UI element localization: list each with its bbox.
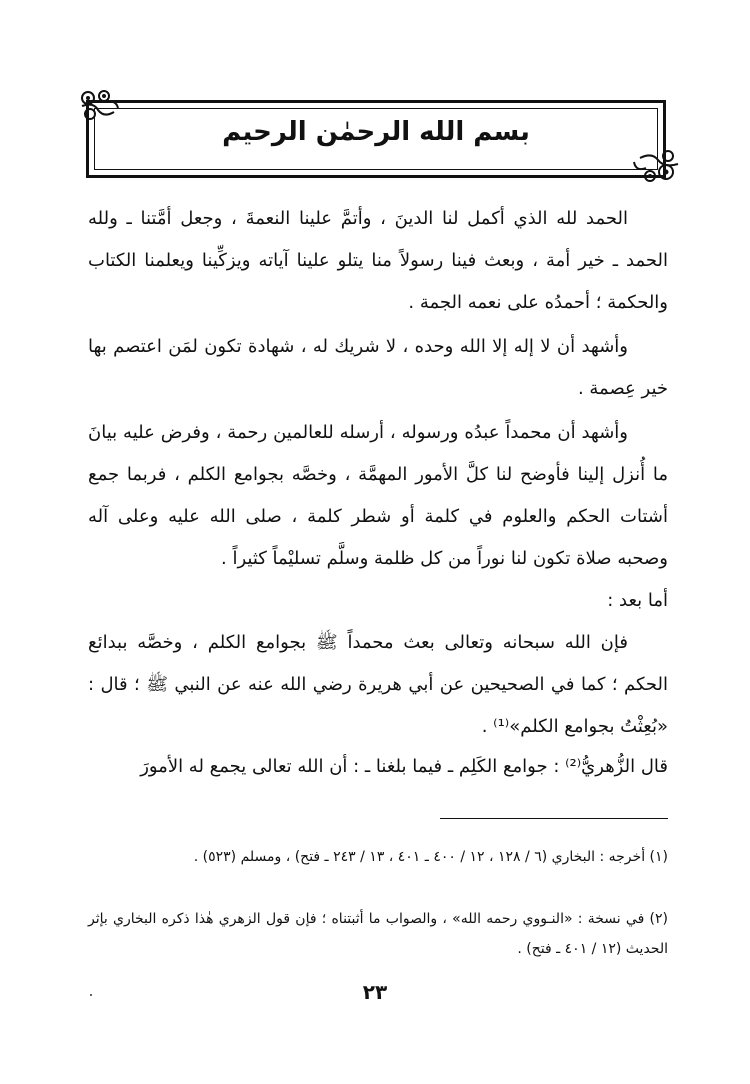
paragraph-testimony-god: وأشهد أن لا إله إلا الله وحده ، لا شريك له ، شهادة تكون لمَن اعتصم بها خير عِصمة . bbox=[88, 336, 668, 399]
paragraph-jawami-kalim: فإن الله سبحانه وتعالى بعث محمداً ﷺ بجوامع الكلم ، وخصَّه ببدائع الحكم ؛ كما في الصحيحين عن أبي هريرة رضي الله عنه عن النبي ﷺ ؛ قال : «بُعِثْتُ بجوامع الكلم»⁽¹⁾ . bbox=[88, 632, 668, 737]
title-frame bbox=[86, 100, 666, 178]
footnote-1: (١) أخرجه : البخاري (٦ / ١٢٨ ، ١٢ / ٤٠٠ ـ ٤٠١ ، ١٣ / ٢٤٣ ـ فتح) ، ومسلم (٥٢٣) . bbox=[193, 849, 668, 865]
footnote-2: (٢) في نسخة : «النـووي رحمه الله» ، والصواب ما أثبتناه ؛ فإن قول الزهري هٰذا ذكره البخاري بإثر الحديث (١٢ / ٤٠١ ـ فتح) . bbox=[88, 911, 668, 957]
basmala-heading: بسم الله الرحمٰن الرحيم bbox=[222, 117, 530, 147]
paragraph-amma-bad: أما بعد : bbox=[607, 590, 668, 611]
paragraph-testimony-prophet: وأشهد أن محمداً عبدُه ورسوله ، أرسله للعالمين رحمة ، وفرض عليه بيانَ ما أُنزل إلينا فأوضح لنا كلَّ الأمور المهمَّة ، وخصَّه بجوامع الكلم ، فربما جمع أشتات الحكم والعلوم في كلمة أو شطر كلمة ، صلى الله عليه وعلى آله وصحبه صلاة تكون لنا نوراً من كل ظلمة وسلَّم تسليْماً كثيراً . bbox=[88, 422, 668, 569]
paragraph-praise: الحمد لله الذي أكمل لنا الدينَ ، وأتمَّ علينا النعمةَ ، وجعل أمَّتنا ـ ولله الحمد ـ خير أمة ، وبعث فينا رسولاً منا يتلو علينا آياته ويزكِّينا ويعلمنا الكتاب والحكمة ؛ أحمدُه على نعمه الجمة . bbox=[88, 208, 668, 313]
paragraph-zuhri-quote: قال الزُّهريُّ⁽²⁾ : جوامع الكَلِم ـ فيما بلغنا ـ : أن الله تعالى يجمع له الأمورَ bbox=[140, 756, 668, 777]
footnote-separator bbox=[440, 818, 668, 819]
page-number: ٢٣ bbox=[362, 980, 388, 1004]
